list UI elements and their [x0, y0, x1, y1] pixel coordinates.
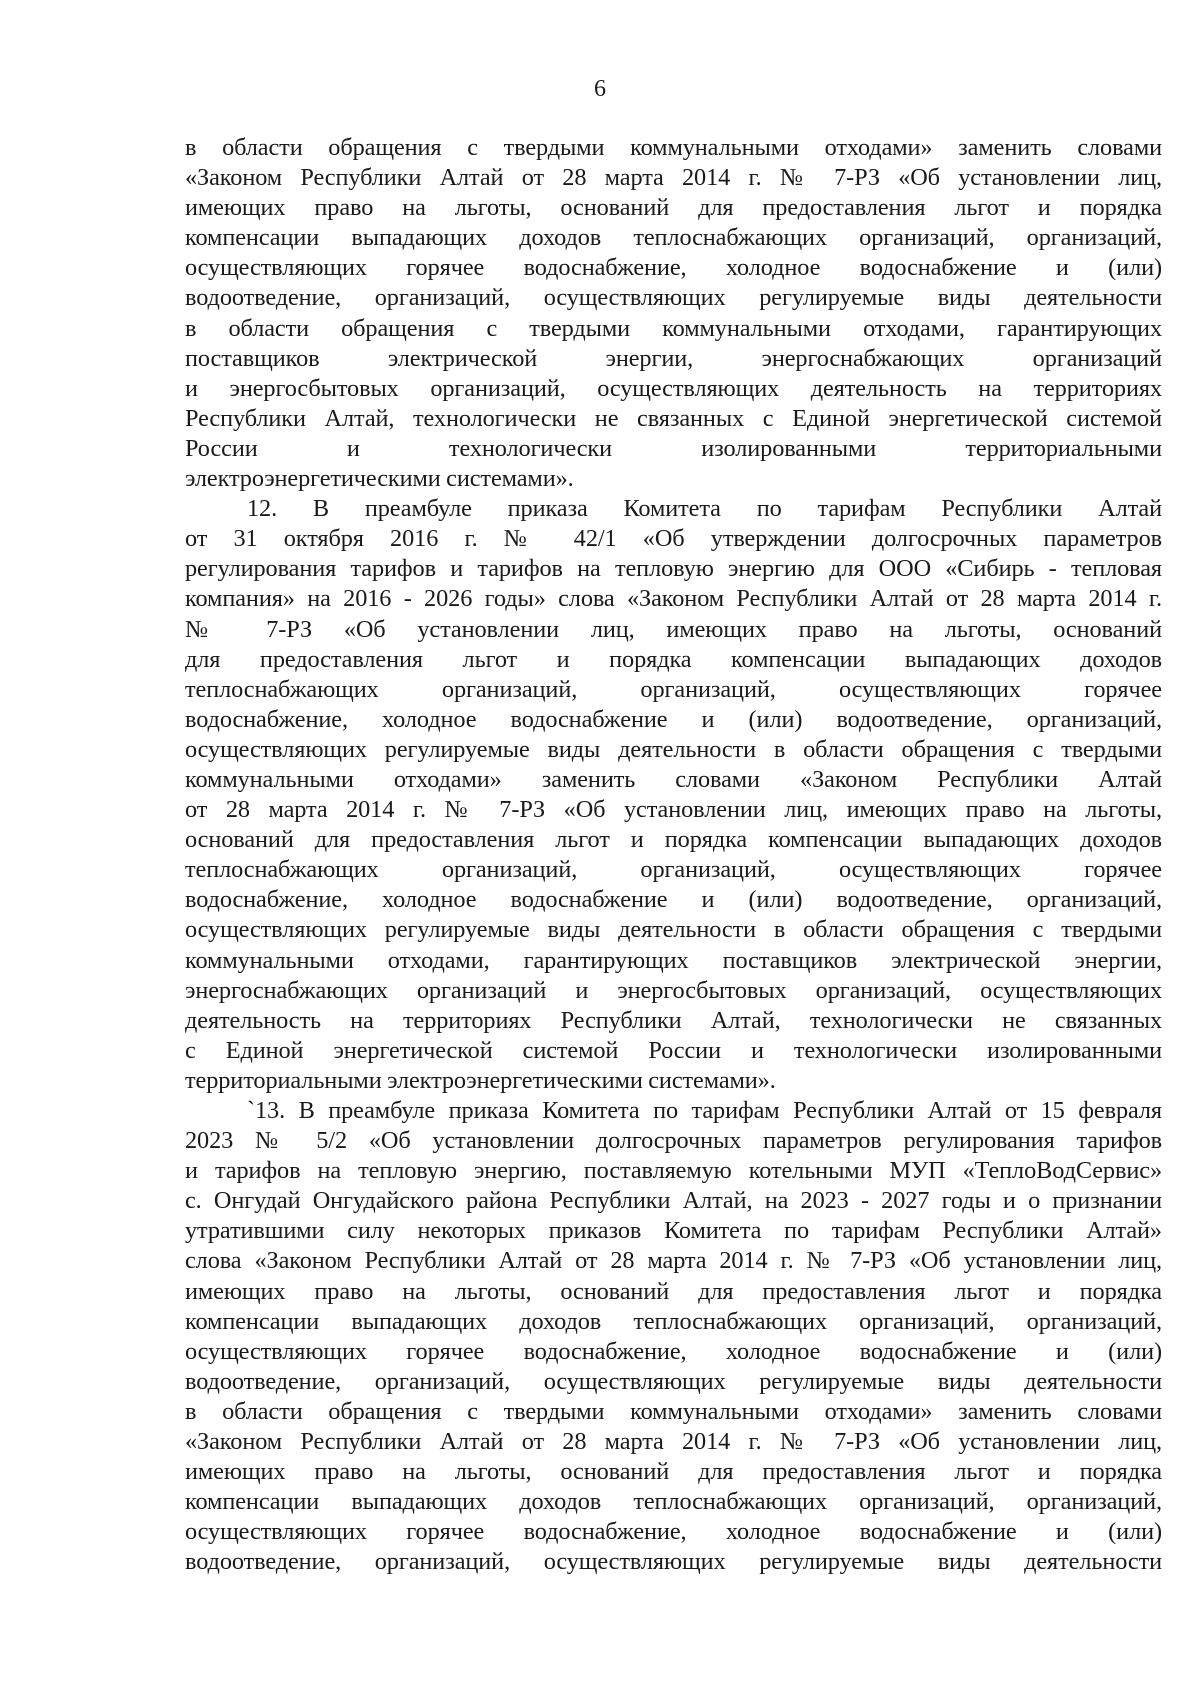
text-line: от 28 марта 2014 г. № 7-РЗ «Об установлении лиц, имеющих право на льготы, — [185, 796, 1162, 824]
text-line: в области обращения с твердыми коммунальными отходами» заменить словами — [185, 134, 1162, 161]
document-body — [185, 133, 1162, 1578]
text-line: компенсации выпадающих доходов теплоснабжающих организаций, организаций, — [185, 224, 1162, 252]
text-line: «Законом Республики Алтай от 28 марта 2014 г. № 7-РЗ «Об установлении лиц, — [185, 1428, 1162, 1456]
text-line: в области обращения с твердыми коммунальными отходами» заменить словами — [185, 1397, 1162, 1425]
text-line: регулирования тарифов и тарифов на тепловую энергию для ООО «Сибирь - тепловая — [185, 555, 1162, 583]
paragraph-item-13 — [185, 1096, 1162, 1578]
text-line: и тарифов на тепловую энергию, поставляемую котельными МУП «ТеплоВодСервис» — [185, 1157, 1162, 1185]
text-line: водоотведение, организаций, осуществляющих регулируемые виды деятельности — [185, 1367, 1162, 1395]
text-line: 2023 № 5/2 «Об установлении долгосрочных параметров регулирования тарифов — [185, 1127, 1162, 1155]
text-line: компенсации выпадающих доходов теплоснабжающих организаций, организаций, — [185, 1307, 1162, 1335]
text-line: осуществляющих горячее водоснабжение, холодное водоснабжение и (или) — [185, 1337, 1162, 1365]
paragraph-continuation — [185, 133, 1162, 494]
text-line: с Единой энергетической системой России и технологически изолированными — [185, 1036, 1162, 1064]
text-line: водоотведение, организаций, осуществляющих регулируемые виды деятельности — [185, 284, 1162, 312]
text-line: осуществляющих горячее водоснабжение, холодное водоснабжение и (или) — [185, 254, 1162, 282]
text-line: осуществляющих регулируемые виды деятельности в области обращения с твердыми — [185, 916, 1162, 944]
text-line: в области обращения с твердыми коммунальными отходами, гарантирующих — [185, 314, 1162, 342]
text-line: от 31 октября 2016 г. № 42/1 «Об утверждении долгосрочных параметров — [185, 525, 1162, 553]
text-line: теплоснабжающих организаций, организаций, осуществляющих горячее — [185, 856, 1162, 884]
text-line: коммунальными отходами, гарантирующих поставщиков электрической энергии, — [185, 946, 1162, 974]
text-line: № 7-РЗ «Об установлении лиц, имеющих право на льготы, оснований — [185, 615, 1162, 643]
text-line: утратившими силу некоторых приказов Комитета по тарифам Республики Алтай» — [185, 1217, 1162, 1245]
text-line: России и технологически изолированными территориальными — [185, 434, 1162, 462]
text-line: и энергосбытовых организаций, осуществляющих деятельность на территориях — [185, 374, 1162, 402]
text-line: имеющих право на льготы, оснований для предоставления льгот и порядка — [185, 1277, 1162, 1305]
text-line: для предоставления льгот и порядка компенсации выпадающих доходов — [185, 645, 1162, 673]
text-line: с. Онгудай Онгудайского района Республики Алтай, на 2023 - 2027 годы и о признании — [185, 1187, 1162, 1215]
text-line: компенсации выпадающих доходов теплоснабжающих организаций, организаций, — [185, 1488, 1162, 1516]
text-line: водоотведение, организаций, осуществляющих регулируемые виды деятельности — [185, 1548, 1162, 1576]
text-line: осуществляющих горячее водоснабжение, холодное водоснабжение и (или) — [185, 1518, 1162, 1546]
text-line: теплоснабжающих организаций, организаций, осуществляющих горячее — [185, 675, 1162, 703]
text-line: водоснабжение, холодное водоснабжение и (или) водоотведение, организаций, — [185, 886, 1162, 914]
text-line: Республики Алтай, технологически не связанных с Единой энергетической системой — [185, 404, 1162, 432]
text-line: поставщиков электрической энергии, энергоснабжающих организаций — [185, 344, 1162, 372]
text-line: водоснабжение, холодное водоснабжение и (или) водоотведение, организаций, — [185, 705, 1162, 733]
text-line: территориальными электроэнергетическими системами». — [185, 1066, 776, 1094]
text-line: деятельность на территориях Республики Алтай, технологически не связанных — [185, 1006, 1162, 1034]
text-line: энергоснабжающих организаций и энергосбытовых организаций, осуществляющих — [185, 976, 1162, 1004]
text-line: компания» на 2016 - 2026 годы» слова «Законом Республики Алтай от 28 марта 2014 г. — [185, 585, 1162, 613]
text-line: 12. В преамбуле приказа Комитета по тарифам Республики Алтай — [247, 495, 1162, 523]
text-line: имеющих право на льготы, оснований для предоставления льгот и порядка — [185, 1458, 1162, 1486]
text-line: коммунальными отходами» заменить словами «Законом Республики Алтай — [185, 765, 1162, 793]
text-line: «Законом Республики Алтай от 28 марта 2014 г. № 7-РЗ «Об установлении лиц, — [185, 164, 1162, 192]
text-line: `13. В преамбуле приказа Комитета по тарифам Республики Алтай от 15 февраля — [247, 1097, 1162, 1124]
text-line: электроэнергетическими системами». — [185, 465, 574, 493]
paragraph-item-12 — [185, 494, 1162, 1096]
text-line: имеющих право на льготы, оснований для предоставления льгот и порядка — [185, 194, 1162, 222]
page-number: 6 — [594, 76, 606, 102]
text-line: слова «Законом Республики Алтай от 28 марта 2014 г. № 7-РЗ «Об установлении лиц, — [185, 1247, 1162, 1275]
text-line: осуществляющих регулируемые виды деятельности в области обращения с твердыми — [185, 735, 1162, 763]
text-line: оснований для предоставления льгот и порядка компенсации выпадающих доходов — [185, 826, 1162, 854]
